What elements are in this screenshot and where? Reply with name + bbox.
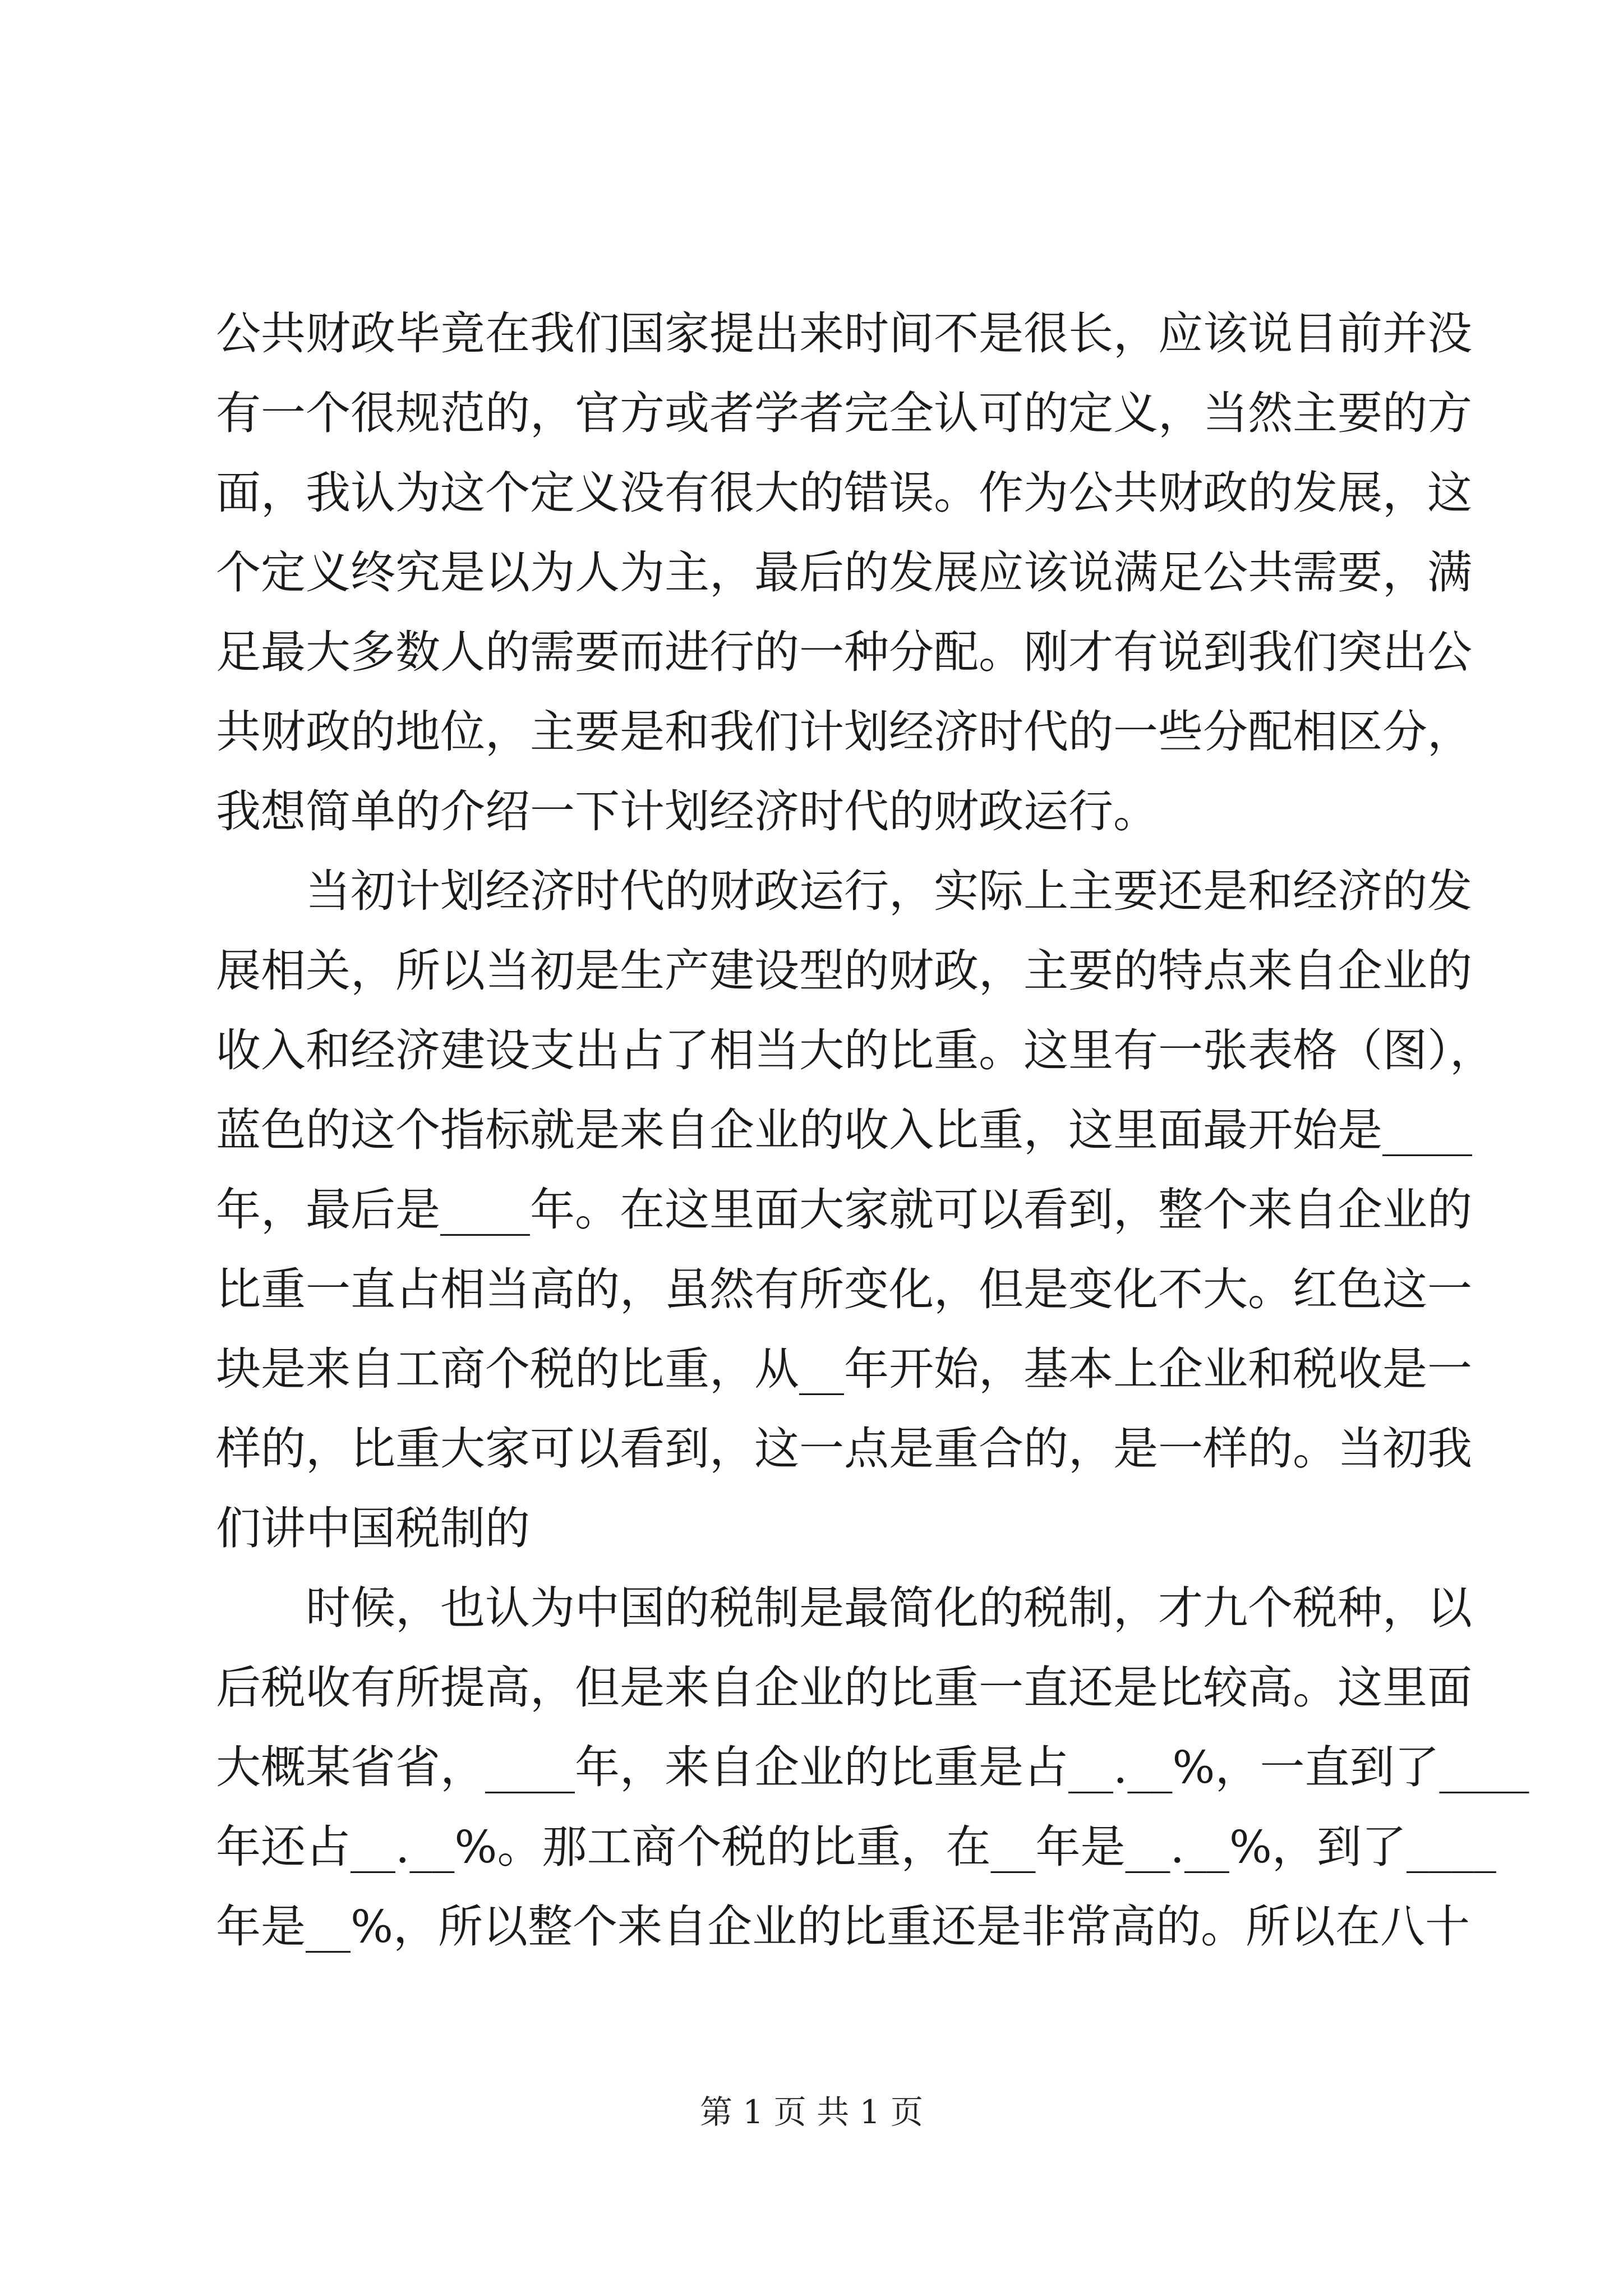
- text-line-10: 收入和经济建设支出占了相当大的比重。这里有一张表格（图），: [216, 1024, 1495, 1076]
- text-line-19: 大概某省省，____年，来自企业的比重是占__.__%，一直到了____: [216, 1741, 1529, 1793]
- text-line-6: 共财政的地位，主要是和我们计划经济时代的一些分配相区分，: [216, 706, 1472, 758]
- page-footer: [0, 2092, 1623, 2132]
- text-line-14: 块是来自工商个税的比重，从__年开始，基本上企业和税收是一: [216, 1343, 1472, 1395]
- text-line-20: 年还占__.__%。那工商个税的比重，在__年是__.__%，到了____: [216, 1821, 1496, 1873]
- text-line-11: 蓝色的这个指标就是来自企业的收入比重，这里面最开始是____: [216, 1104, 1472, 1156]
- text-line-12: 年，最后是____年。在这里面大家就可以看到，整个来自企业的: [216, 1184, 1472, 1236]
- text-line-18: 后税收有所提高，但是来自企业的比重一直还是比较高。这里面: [216, 1662, 1472, 1714]
- text-line-9: 展相关，所以当初是生产建设型的财政，主要的特点来自企业的: [216, 945, 1472, 997]
- text-line-5: 足最大多数人的需要而进行的一种分配。刚才有说到我们突出公: [216, 626, 1472, 678]
- text-line-16: 们讲中国税制的: [216, 1502, 530, 1554]
- text-line-4: 个定义终究是以为人为主，最后的发展应该说满足公共需要，满: [216, 546, 1472, 599]
- text-line-15: 样的，比重大家可以看到，这一点是重合的，是一样的。当初我: [216, 1423, 1472, 1475]
- text-line-17: 时候，也认为中国的税制是最简化的税制，才九个税种，以: [216, 1582, 1472, 1634]
- page-number-label: 第 1 页 共 1 页: [700, 2093, 923, 2131]
- text-line-1: 公共财政毕竟在我们国家提出来时间不是很长，应该说目前并没: [216, 307, 1472, 360]
- text-line-2: 有一个很规范的，官方或者学者完全认可的定义，当然主要的方: [216, 387, 1472, 439]
- text-line-13: 比重一直占相当高的，虽然有所变化，但是变化不大。红色这一: [216, 1263, 1472, 1315]
- text-line-3: 面，我认为这个定义没有很大的错误。作为公共财政的发展，这: [216, 467, 1472, 519]
- document-body: [216, 306, 1529, 1978]
- text-line-21: 年是__%，所以整个来自企业的比重还是非常高的。所以在八十: [216, 1901, 1470, 1953]
- text-line-7: 我想简单的介绍一下计划经济时代的财政运行。: [216, 785, 1158, 838]
- text-line-8: 当初计划经济时代的财政运行，实际上主要还是和经济的发: [216, 865, 1472, 917]
